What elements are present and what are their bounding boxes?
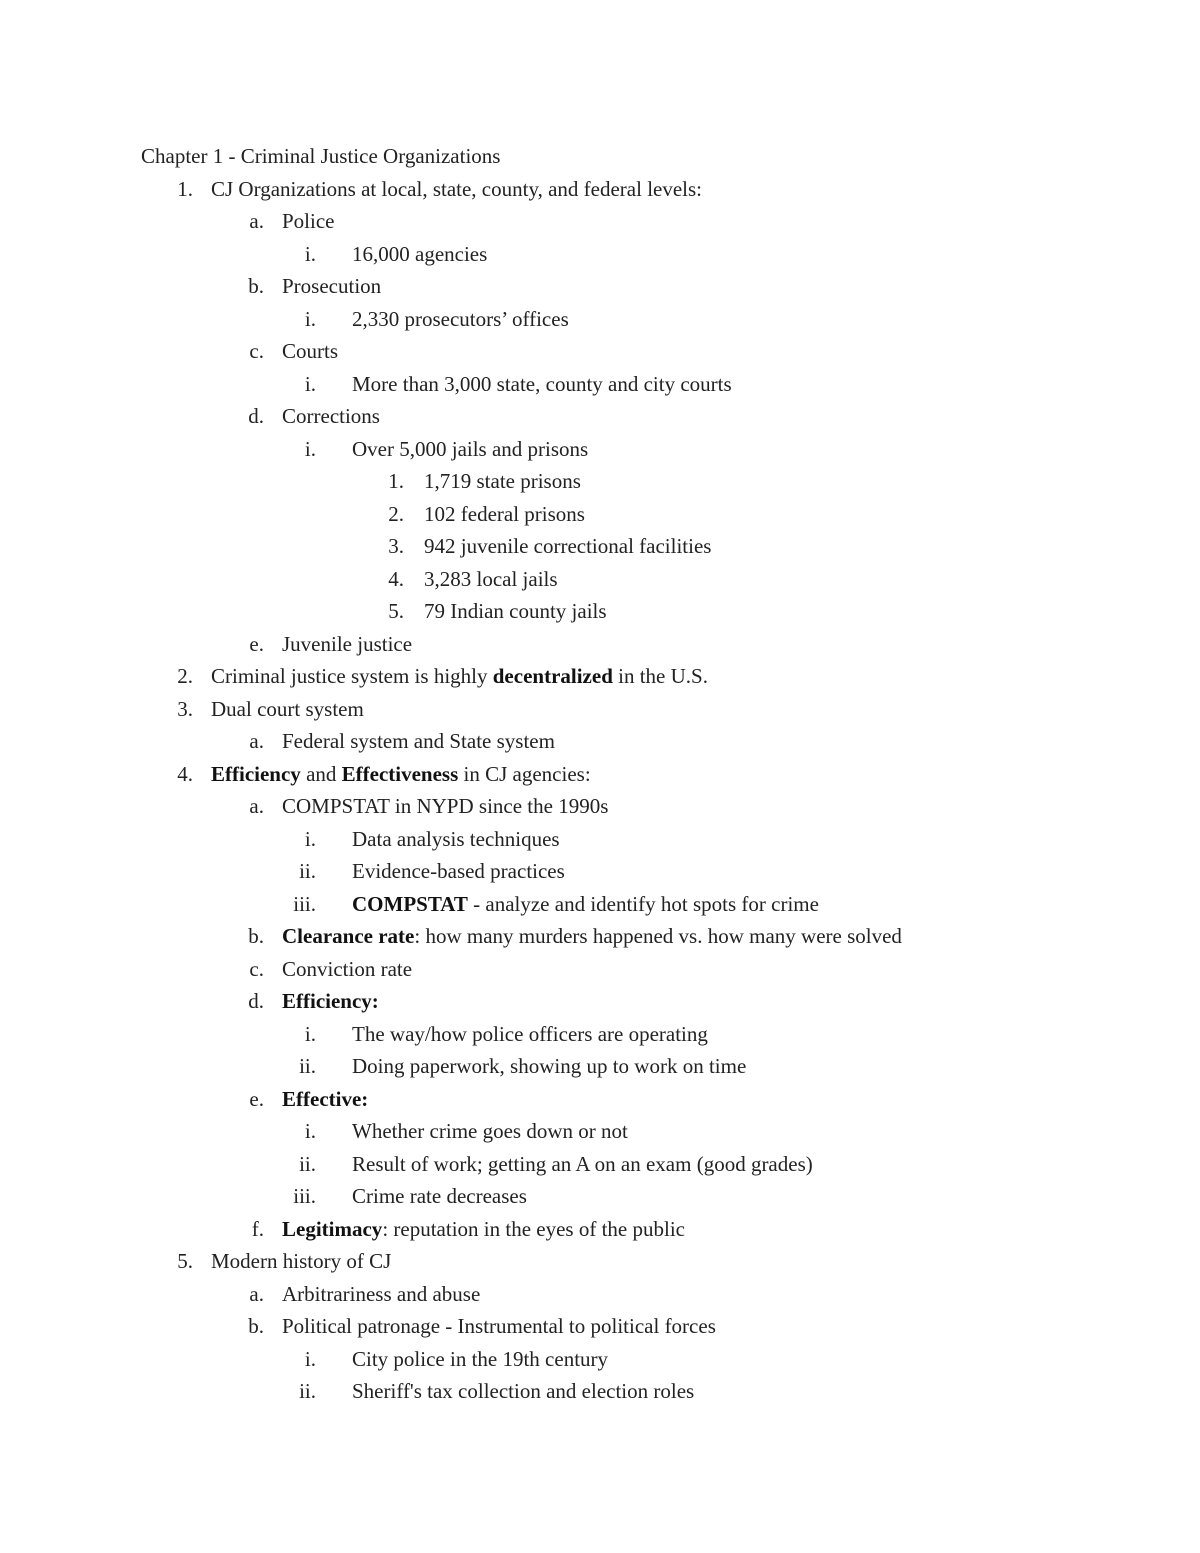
list-marker: iii. <box>293 891 316 916</box>
outline-item-text <box>424 595 607 628</box>
text-run: Juvenile justice <box>282 631 413 656</box>
text-run: 3,283 local jails <box>424 566 558 591</box>
text-run: Over 5,000 jails and prisons <box>352 436 589 461</box>
outline-item-text <box>211 660 708 693</box>
list-marker: e. <box>249 631 264 656</box>
text-run: 942 juvenile correctional facilities <box>424 534 712 558</box>
text-run: 102 federal prisons <box>424 501 585 526</box>
list-marker: 4. <box>177 761 193 786</box>
text-run: Modern history of CJ <box>211 1249 392 1273</box>
text-run: : how many murders happened vs. how many were solved <box>414 924 902 948</box>
outline-item-text <box>352 1148 813 1181</box>
outline-item-text <box>352 1115 628 1148</box>
text-run: Whether crime goes down or not <box>352 1119 628 1143</box>
outline-item-text <box>352 238 487 271</box>
text-run: Prosecution <box>282 274 382 298</box>
bold-term: Efficiency: <box>282 989 379 1013</box>
text-run: 79 Indian county jails <box>424 599 607 623</box>
text-run: Courts <box>282 339 339 363</box>
list-marker: i. <box>304 241 316 266</box>
outline-item-text <box>352 888 819 921</box>
list-marker: a. <box>249 729 264 753</box>
bold-term: Effective: <box>282 1086 369 1111</box>
list-marker: 1. <box>388 469 404 493</box>
outline-item-text <box>282 400 380 433</box>
outline-item-text <box>282 790 608 823</box>
list-marker: b. <box>248 274 264 298</box>
text-run: 1,719 state prisons <box>424 469 581 493</box>
list-marker: i. <box>304 826 316 851</box>
outline-item-text <box>424 563 558 596</box>
list-marker: 3. <box>177 696 193 721</box>
text-run: Political patronage - Instrumental to political forces <box>282 1314 716 1338</box>
list-marker: i. <box>304 1021 316 1046</box>
text-run: Arbitrariness and abuse <box>282 1281 481 1306</box>
bold-term: Legitimacy <box>282 1216 383 1241</box>
outline-item-text <box>282 725 555 758</box>
bold-term: Clearance rate <box>282 924 415 948</box>
list-marker: 1. <box>177 176 193 201</box>
text-run: Federal system and State system <box>282 729 555 753</box>
outline-item-text <box>211 693 364 726</box>
outline-item-text <box>352 1018 708 1051</box>
outline-item-text <box>282 953 412 986</box>
outline-item-text <box>282 270 381 303</box>
list-marker: 2. <box>388 501 404 526</box>
list-marker: i. <box>304 371 316 396</box>
list-marker: ii. <box>299 1151 316 1176</box>
text-run: Corrections <box>282 404 380 428</box>
list-marker: d. <box>248 404 264 428</box>
list-marker: a. <box>249 209 264 233</box>
outline-item-text <box>352 823 560 856</box>
text-run: Sheriff's tax collection and election roles <box>352 1379 695 1403</box>
outline-item-text <box>282 335 338 368</box>
text-run: City police in the 19th century <box>352 1346 609 1371</box>
bold-term: COMPSTAT <box>352 891 468 916</box>
list-marker: ii. <box>299 1379 316 1403</box>
outline-item-text <box>282 920 902 953</box>
list-marker: i. <box>304 306 316 331</box>
list-marker: f. <box>251 1216 264 1241</box>
outline-item-text <box>282 1310 716 1343</box>
text-run: Data analysis techniques <box>352 826 560 851</box>
outline-item-text <box>282 1213 685 1246</box>
text-run: Result of work; getting an A on an exam (good grades) <box>352 1151 813 1176</box>
text-run: Criminal justice system is highly <box>211 664 493 688</box>
text-run: and <box>300 761 342 786</box>
text-run: Dual court system <box>211 696 364 721</box>
text-run: COMPSTAT in NYPD since the 1990s <box>282 794 609 818</box>
list-marker: 2. <box>177 664 193 688</box>
text-run: The way/how police officers are operating <box>352 1021 708 1046</box>
list-marker: 3. <box>388 534 404 558</box>
text-run: in the U.S. <box>612 664 708 688</box>
outline-item-text <box>211 1245 391 1278</box>
outline-item-text <box>352 1343 608 1376</box>
text-run: CJ Organizations at local, state, county, and federal levels: <box>211 176 703 201</box>
outline-item-text <box>424 465 581 498</box>
list-marker: e. <box>249 1086 264 1111</box>
list-marker: a. <box>249 794 264 818</box>
list-marker: ii. <box>299 859 316 883</box>
list-marker: i. <box>304 1119 316 1143</box>
text-run: Police <box>282 209 335 233</box>
outline-item-text <box>282 628 412 661</box>
list-marker: 5. <box>177 1249 193 1273</box>
bold-term: Efficiency <box>211 761 301 786</box>
text-run: 16,000 agencies <box>352 241 488 266</box>
text-run: Evidence-based practices <box>352 859 565 883</box>
list-marker: c. <box>249 339 264 363</box>
outline-item-text <box>211 173 702 206</box>
text-run: - analyze and identify hot spots for crime <box>467 891 819 916</box>
outline-item-text <box>282 205 335 238</box>
bold-term: decentralized <box>492 664 613 688</box>
outline-item-text <box>352 1375 694 1408</box>
list-marker: d. <box>248 989 264 1013</box>
text-run: Doing paperwork, showing up to work on time <box>352 1054 747 1078</box>
outline-item-text <box>211 758 591 791</box>
list-marker: i. <box>304 436 316 461</box>
document-title-text: Chapter 1 - Criminal Justice Organizations <box>141 144 501 168</box>
outline-item-text <box>352 433 588 466</box>
list-marker: c. <box>249 956 264 981</box>
text-run: : reputation in the eyes of the public <box>382 1216 685 1241</box>
list-marker: b. <box>248 924 264 948</box>
outline-item-text <box>352 303 569 336</box>
list-marker: b. <box>248 1314 264 1338</box>
outline-item-text <box>282 1278 480 1311</box>
outline-item-text <box>282 1083 368 1116</box>
list-marker: 5. <box>388 599 404 623</box>
list-marker: ii. <box>299 1054 316 1078</box>
text-run: 2,330 prosecutors’ offices <box>352 306 569 331</box>
list-marker: iii. <box>293 1184 316 1208</box>
outline-item-text <box>352 368 732 401</box>
bold-term: Effectiveness <box>341 761 459 786</box>
outline-item-text <box>424 530 711 563</box>
text-run: Conviction rate <box>282 956 413 981</box>
list-marker: i. <box>304 1346 316 1371</box>
text-run: Crime rate decreases <box>352 1184 527 1208</box>
list-marker: 4. <box>388 566 404 591</box>
outline-item-text <box>424 498 585 531</box>
outline-item-text <box>352 1180 527 1213</box>
text-run: in CJ agencies: <box>458 761 591 786</box>
list-marker: a. <box>249 1281 264 1306</box>
outline-item-text <box>352 1050 746 1083</box>
outline-item-text <box>282 985 379 1018</box>
text-run: More than 3,000 state, county and city courts <box>352 371 732 396</box>
outline-item-text <box>352 855 565 888</box>
